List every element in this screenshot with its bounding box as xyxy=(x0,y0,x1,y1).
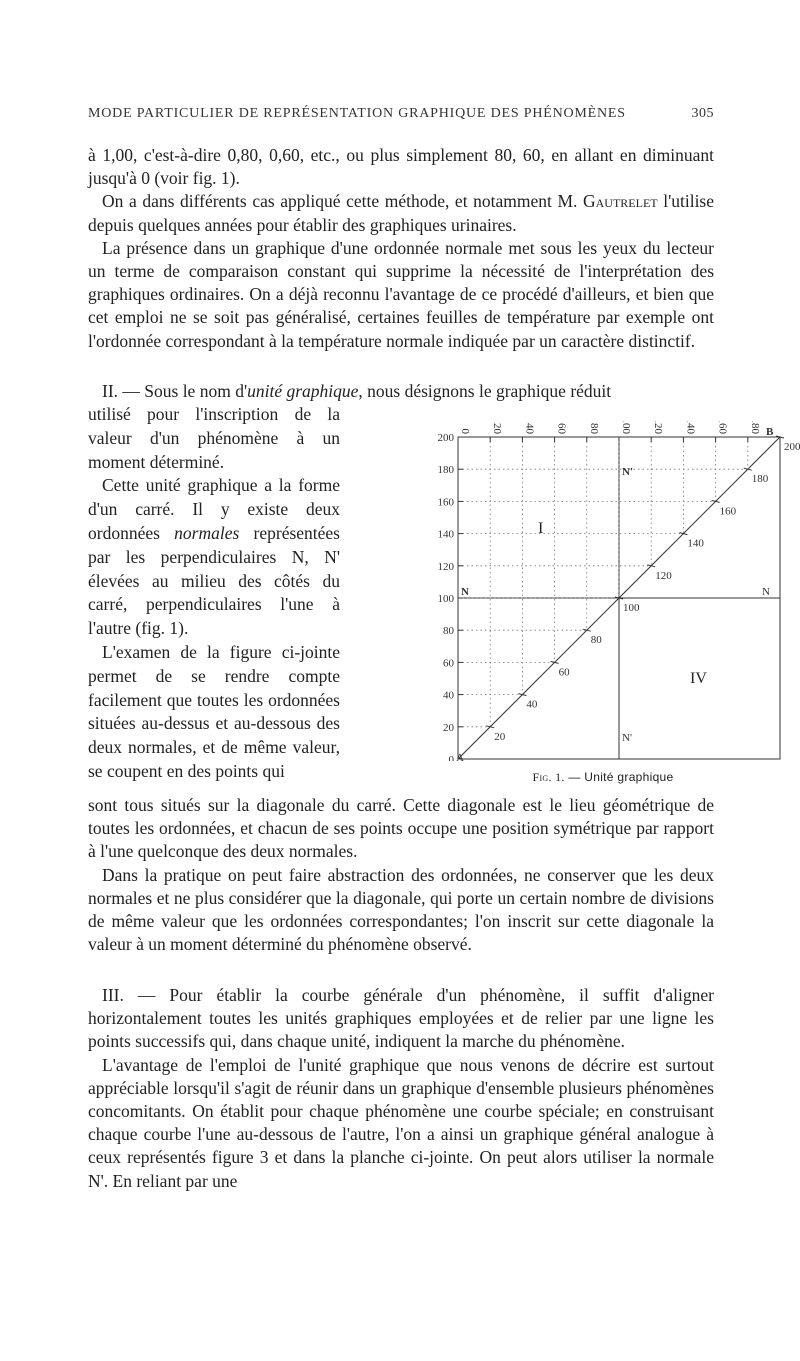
page-number: 305 xyxy=(691,106,714,121)
paragraph-gautrelet: On a dans différents cas appliqué cette méthode, et notamment M. Gautrelet l'utilise depuis quelques années pour établir des graphiques urinaires. xyxy=(88,191,715,235)
left-tick-label-0: 0 xyxy=(448,754,454,761)
figure-caption: Fig. 1. — Unité graphique xyxy=(532,770,674,784)
section-2-heading-line: II. — Sous le nom d'unité graphique, nous désignons le graphique réduit xyxy=(102,381,612,401)
top-tick-label-60: 60 xyxy=(555,423,568,434)
top-tick-label-180: 180 xyxy=(748,421,761,434)
top-tick-label-120: 120 xyxy=(652,421,665,434)
diagonal-label-200: 200 xyxy=(784,441,800,453)
unit-graphic-diagram xyxy=(428,421,800,761)
quadrant-1-label: I xyxy=(538,520,544,537)
paragraph-diagonale: sont tous situés sur la diagonale du carré. Cette diagonale est le lieu géométrique de toutes les ordonnées, et chacun de ses points occupe une position symétrique par rapport à l'une quelconque des deux normales. xyxy=(88,795,714,862)
running-title: MODE PARTICULIER DE REPRÉSENTATION GRAPHIQUE DES PHÉNOMÈNES xyxy=(88,106,626,121)
normal-n-left-label: N xyxy=(461,586,469,598)
diagonal-label-180: 180 xyxy=(751,473,769,486)
corner-a-label: A xyxy=(456,752,464,761)
diagonal-label-100: 100 xyxy=(623,602,640,614)
top-tick-label-160: 160 xyxy=(716,421,729,434)
paragraph-carre: Cette unité graphique a la forme d'un carré. Il y existe deux ordonnées normales représentées par les perpendiculaires N, N' élevées au milieu des côtés du carré, perpendiculaires l'une à l'autre (fig. 1). xyxy=(88,475,340,639)
top-tick-label-140: 140 xyxy=(684,421,697,434)
top-tick-label-0: 0 xyxy=(459,428,471,434)
intro-paragraphs xyxy=(88,144,714,353)
left-tick-label-60: 60 xyxy=(443,657,454,670)
normal-n-right-label: N xyxy=(762,586,770,598)
author-name: Gautrelet xyxy=(583,191,658,212)
top-tick-label-100: 100 xyxy=(620,421,632,434)
left-tick-label-100: 100 xyxy=(437,593,454,605)
left-tick-label-40: 40 xyxy=(443,689,454,702)
top-tick-label-40: 40 xyxy=(523,423,536,434)
paragraph-avantage: L'avantage de l'emploi de l'unité graphique que nous venons de décrire est surtout appréciable lorsqu'il s'agit de réunir dans un graphique d'ensemble plusieurs phénomènes concomitants. On établit pour chaque phénomène une courbe spéciale; en construisant chaque courbe l'une au-dessous de l'autre, l'on a ainsi un graphique général analogue à ceux représentés figure 3 et dans la planche ci-jointe. On peut alors utiliser la normale N'. En reliant par une xyxy=(88,1054,714,1191)
paragraph-wrap-1: utilisé pour l'inscription de la valeur d'un phénomène à un moment déterminé. xyxy=(88,404,340,472)
diagonal-label-60: 60 xyxy=(558,666,570,679)
section-3 xyxy=(88,984,714,1193)
normal-n-prime-bottom-label: N' xyxy=(622,732,632,744)
paragraph-normal-ordinate: La présence dans un graphique d'une ordonnée normale met sous les yeux du lecteur un terme de comparaison constant qui supprime la nécessité de l'interprétation des graphiques ordinaires. On a déjà reconnu l'avantage de ce procédé d'ailleurs, et bien que cet emploi ne se soit pas généralisé, certaines feuilles de température par exemple ont l'ordonnée correspondant à la température normale indiquée par un caractère distinctif. xyxy=(88,237,714,351)
top-tick-label-20: 20 xyxy=(491,423,504,434)
left-tick-label-120: 120 xyxy=(437,560,454,573)
section-2-numeral: II. xyxy=(102,381,119,401)
diagonal-label-140: 140 xyxy=(687,537,704,550)
top-tick-label-80: 80 xyxy=(587,423,600,434)
quadrant-4-label: IV xyxy=(690,670,707,687)
section-2-continued xyxy=(88,794,714,956)
left-tick-label-80: 80 xyxy=(443,625,454,638)
wrapped-text-column xyxy=(88,403,340,784)
diagonal-label-120: 120 xyxy=(655,569,672,582)
diagonal-label-80: 80 xyxy=(590,634,602,647)
left-tick-label-160: 160 xyxy=(437,496,454,509)
diagonal-label-40: 40 xyxy=(526,698,538,711)
left-tick-label-180: 180 xyxy=(437,464,454,477)
figure-unite-graphique xyxy=(428,421,800,785)
paragraph-pratique: Dans la pratique on peut faire abstraction des ordonnées, ne conserver que les deux normales et ne plus considérer que la diagonale, qui porte un certain nombre de divisions de même valeur que les ordonnées correspondantes; l'on inscrit sur cette diagonale la valeur à un moment déterminé du phénomène observé. xyxy=(88,864,714,955)
running-header xyxy=(88,106,714,122)
paragraph-continuation: à 1,00, c'est-à-dire 0,80, 0,60, etc., ou plus simplement 80, 60, en allant en diminuant jusqu'à 0 (voir fig. 1). xyxy=(88,145,714,189)
paragraph-examen: L'examen de la figure ci-jointe permet de se rendre compte facilement que toutes les ordonnées situées au-dessus et au-dessous des deux normales, et de même valeur, se coupent en des points qui xyxy=(88,641,340,781)
term-unite-graphique: unité graphique xyxy=(247,381,359,401)
left-tick-label-200: 200 xyxy=(437,432,454,444)
left-tick-label-140: 140 xyxy=(437,528,454,541)
paragraph-section-3: III. — Pour établir la courbe générale d'un phénomène, il suffit d'aligner horizontalement toutes les unités graphiques employées et de relier par une ligne les points successifs qui, dans chaque unité, indiquent la marche du phénomène. xyxy=(88,985,714,1052)
normal-n-prime-top-label: N' xyxy=(622,466,633,478)
diagonal-label-20: 20 xyxy=(494,730,506,743)
corner-b-label: B xyxy=(766,426,774,438)
left-tick-label-20: 20 xyxy=(443,721,454,734)
diagonal-label-160: 160 xyxy=(719,505,737,518)
section-3-numeral: III. xyxy=(102,985,124,1005)
section-2-wrapped xyxy=(88,403,800,784)
